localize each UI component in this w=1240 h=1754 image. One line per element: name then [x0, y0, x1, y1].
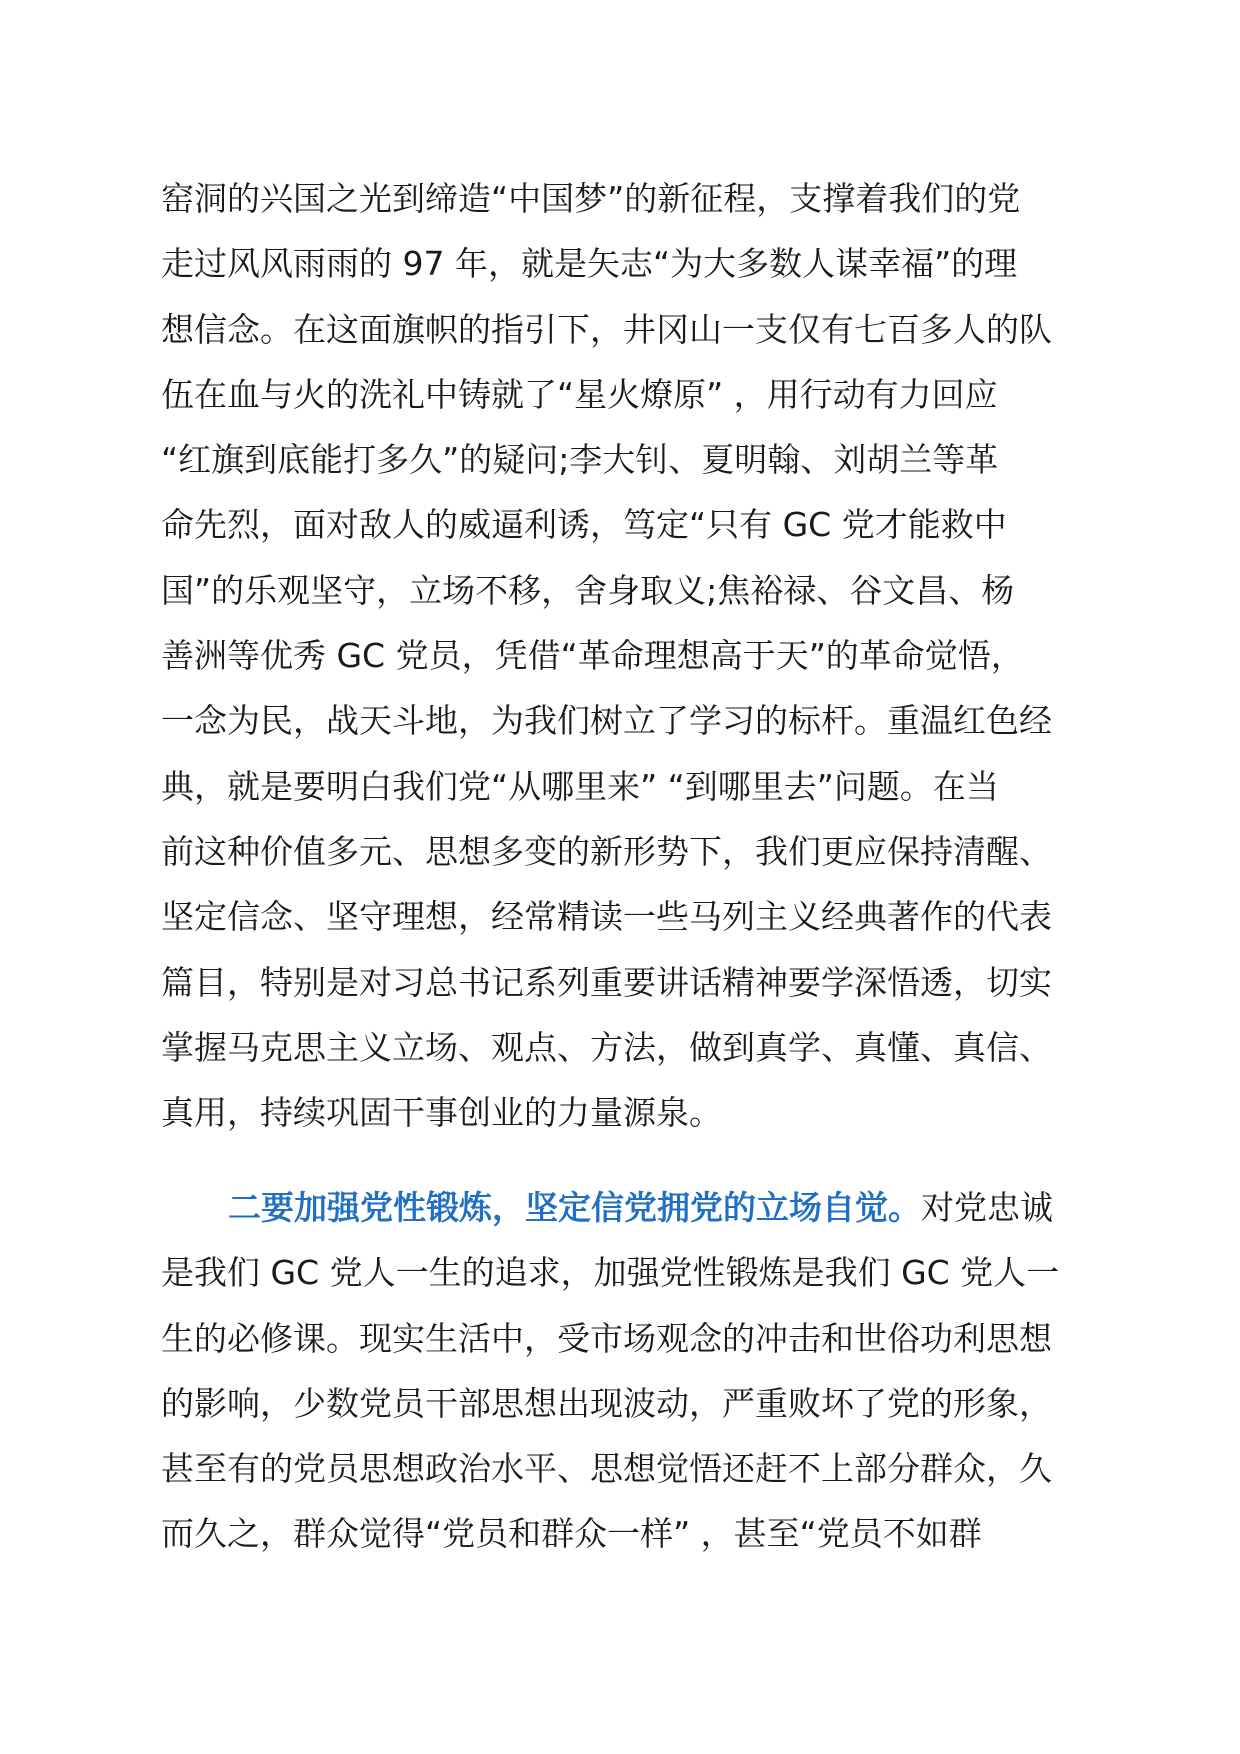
paragraph-2 — [161, 1175, 1081, 1567]
paragraph-2-first-line — [161, 1175, 1081, 1240]
text-line: 伍在血与火的洗礼中铸就了“星火燎原” ，用行动有力回应 — [161, 374, 998, 414]
text-line: 一念为民，战天斗地，为我们树立了学习的标杆。重温红色经 — [161, 701, 1052, 741]
text-line: 坚定信念、坚守理想，经常精读一些马列主义经典著作的代表 — [161, 897, 1052, 937]
text-line: 前这种价值多元、思想多变的新形势下，我们更应保持清醒、 — [161, 831, 1052, 871]
text-line: 想信念。在这面旗帜的指引下，井冈山一支仅有七百多人的队 — [161, 309, 1052, 349]
paragraph-1 — [161, 166, 1081, 1145]
text-line: 的影响，少数党员干部思想出现波动，严重败坏了党的形象， — [161, 1383, 1052, 1423]
text-line: 是我们 GC 党人一生的追求，加强党性锻炼是我们 GC 党人一 — [161, 1253, 1060, 1293]
text-line: 掌握马克思主义立场、观点、方法，做到真学、真懂、真信、 — [161, 1027, 1052, 1067]
text-line: 善洲等优秀 GC 党员，凭借“革命理想高于天”的革命觉悟， — [161, 636, 1024, 676]
text-line: 命先烈，面对敌人的威逼利诱，笃定“只有 GC 党才能救中 — [161, 505, 1007, 545]
text-line: 而久之，群众觉得“党员和群众一样” ，甚至“党员不如群 — [161, 1514, 982, 1554]
text-line: 甚至有的党员思想政治水平、思想觉悟还赶不上部分群众，久 — [161, 1449, 1052, 1489]
text-line: 典，就是要明白我们党“从哪里来” “到哪里去”问题。在当 — [161, 766, 999, 806]
text-line: 窑洞的兴国之光到缔造“中国梦”的新征程，支撑着我们的党 — [161, 179, 1021, 218]
text-line: 篇目，特别是对习总书记系列重要讲话精神要学深悟透，切实 — [161, 962, 1052, 1002]
text-line: 国”的乐观坚守，立场不移，舍身取义;焦裕禄、谷文昌、杨 — [161, 570, 1015, 610]
text-line: 生的必修课。现实生活中，受市场观念的冲击和世俗功利思想 — [161, 1318, 1052, 1358]
first-line-text: 对党忠诚 — [921, 1188, 1053, 1227]
text-line: 走过风风雨雨的 97 年，就是矢志“为大多数人谋幸福”的理 — [161, 244, 1018, 284]
text-line: 真用，持续巩固干事创业的力量源泉。 — [161, 1093, 722, 1133]
text-line: “红旗到底能打多久”的疑问;李大钊、夏明翰、刘胡兰等革 — [161, 440, 999, 480]
section-heading: 二要加强党性锻炼，坚定信党拥党的立场自觉。 — [228, 1188, 921, 1227]
